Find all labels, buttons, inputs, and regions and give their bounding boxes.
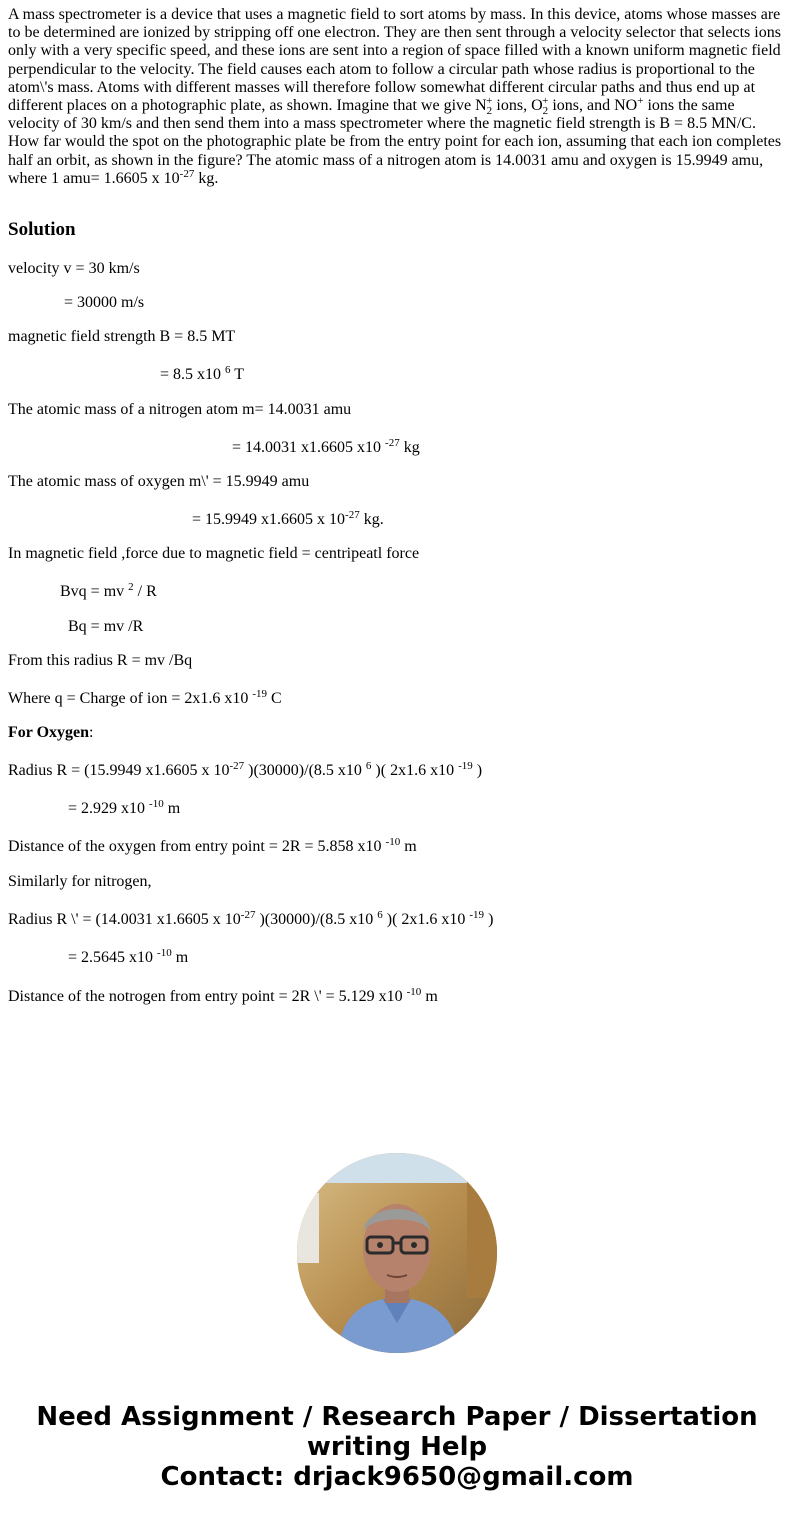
velocity-line: velocity v = 30 km/s: [8, 260, 140, 277]
velocity-si-line: = 30000 m/s: [64, 294, 145, 311]
field-si-line: = 8.5 x10 $^6$ T: [160, 364, 245, 383]
nitrogen-distance-line: Distance of the notrogen from entry point = 2R \' = 5.129 x10 $^{-10}$ m: [8, 986, 438, 1005]
equation-1: Bvq = mv $^2$ / R: [60, 581, 157, 600]
question-text: A mass spectrometer is a device that uses a magnetic field to sort atoms by mass. In this device, atoms whose masses are to be determined are ionized by stripping off one electron. They are then sent through a velocity selector that selects ions only with a very specific speed, and these ions are sent into a region of space filled with a known uniform magnetic field perpendicular to the velocity. The field causes each atom to follow a circular path whose radius is proportional to the atom\'s mass. Atoms with different masses will therefore follow somewhat different circular paths and thus end up at different places on a photographic plate, as shown. Imagine that we give $N_2^+$ ions, $O_2^+$ ions, and NO+ ions the same velocity of 30 km/s and then send them into a mass spectrometer where the magnetic field strength is B = 8.5 MN/C. How far would the spot on the photographic plate be from the entry point for each ion, assuming that each ion completes half an orbit, as shown in the figure? The atomic mass of a nitrogen atom is 14.0031 amu and oxygen is 15.9949 amu, where 1 amu= 1.6605 x $10^{-27}$ kg.: [8, 6, 782, 187]
force-line: In magnetic field ,force due to magnetic field = centripeatl force: [8, 545, 420, 562]
field-line: magnetic field strength B = 8.5 MT: [8, 328, 236, 345]
oxygen-mass-line: The atomic mass of oxygen m\' = 15.9949 amu: [8, 473, 310, 490]
nitrogen-radius-result: = 2.5645 x10 $^{-10}$ m: [68, 947, 189, 966]
oxygen-label: For Oxygen:: [8, 724, 94, 741]
solution-heading: Solution: [8, 219, 76, 240]
oxygen-radius-line: Radius R = (15.9949 x1.6605 x $10^{-27}$ )(30000)/(8.5 x10 $^6$ )( 2x1.6 x10 $^{-19}$ ): [8, 760, 483, 779]
nitrogen-mass-si-line: = 14.0031 x1.6605 x10 $^{-27}$ kg: [232, 437, 420, 456]
radius-formula-line: From this radius R = mv /Bq: [8, 652, 193, 669]
similarly-line: Similarly for nitrogen,: [8, 873, 152, 890]
nitrogen-mass-line: The atomic mass of a nitrogen atom m= 14.0031 amu: [8, 401, 352, 418]
footer-line-1: Need Assignment / Research Paper / Dissertation: [36, 1402, 758, 1432]
charge-line: Where q = Charge of ion = 2x1.6 x10 $^{-19}$ C: [8, 688, 282, 707]
nitrogen-radius-line: Radius R \' = (14.0031 x1.6605 x $10^{-27}$ )(30000)/(8.5 x10 $^6$ )( 2x1.6 x10 $^{-19}$ ): [8, 909, 494, 928]
oxygen-mass-si-line: = 15.9949 x1.6605 x $10^{-27}$ kg.: [192, 509, 384, 528]
oxygen-distance-line: Distance of the oxygen from entry point = 2R = 5.858 x10 $^{-10}$ m: [8, 836, 417, 855]
footer-line-2: writing Help: [306, 1432, 488, 1462]
footer-promo: [0, 1402, 794, 1492]
author-portrait-image: [297, 1153, 497, 1353]
oxygen-radius-result: = 2.929 x10 $^{-10}$ m: [68, 798, 181, 817]
footer-contact: Contact: drjack9650@gmail.com: [160, 1462, 634, 1492]
author-avatar: [297, 1153, 497, 1353]
equation-2: Bq = mv /R: [68, 618, 144, 635]
